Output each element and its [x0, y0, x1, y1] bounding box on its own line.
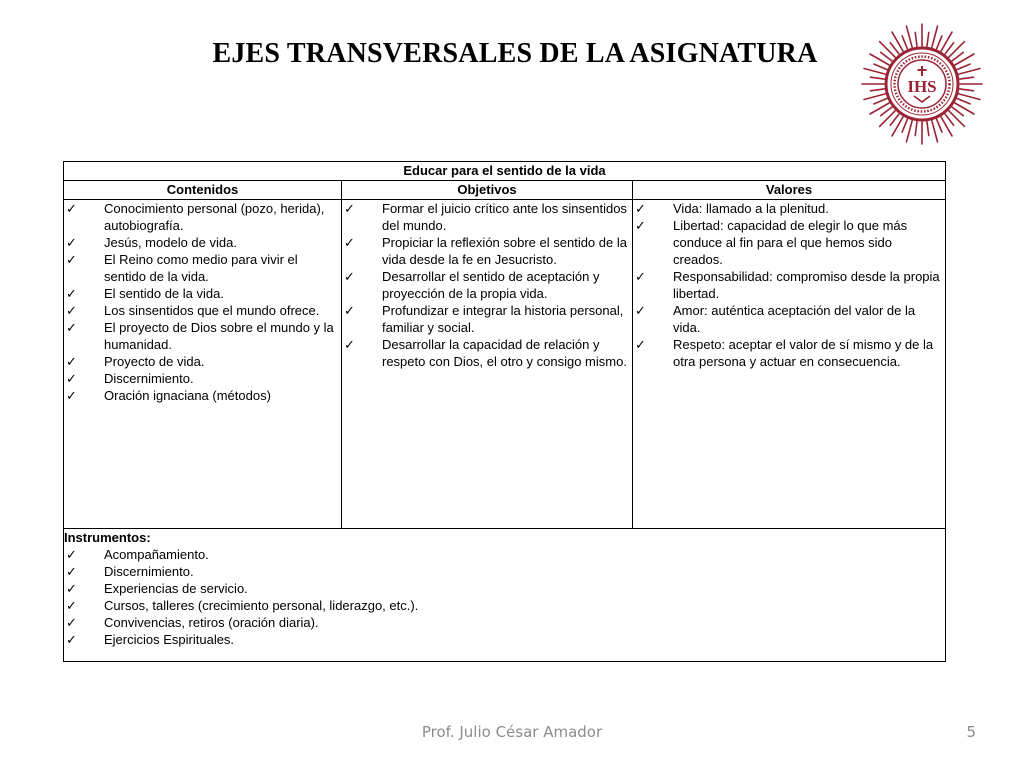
- list-item-text: El proyecto de Dios sobre el mundo y la humanidad.: [104, 320, 334, 352]
- list-item: [633, 200, 945, 217]
- list-item: [64, 597, 945, 614]
- header-valores: Valores: [633, 181, 946, 200]
- list-item: [64, 580, 945, 597]
- list-item: [64, 251, 341, 285]
- objetivos-list: [342, 200, 632, 370]
- list-item-text: Discernimiento.: [104, 564, 194, 579]
- list-item: [64, 234, 341, 251]
- checkmark-icon: ✓: [66, 388, 77, 403]
- list-item: [342, 234, 632, 268]
- list-item-text: El Reino como medio para vivir el sentido de la vida.: [104, 252, 298, 284]
- checkmark-icon: ✓: [344, 201, 355, 216]
- instrumentos-cell: [64, 529, 946, 662]
- checkmark-icon: ✓: [635, 303, 646, 318]
- list-item: [64, 302, 341, 319]
- list-item: [64, 353, 341, 370]
- list-item-text: Jesús, modelo de vida.: [104, 235, 237, 250]
- objetivos-cell: [342, 200, 633, 529]
- list-item: [64, 285, 341, 302]
- list-item: [64, 370, 341, 387]
- ejes-table: [63, 161, 946, 662]
- checkmark-icon: ✓: [344, 269, 355, 284]
- checkmark-icon: ✓: [66, 632, 77, 647]
- valores-cell: [633, 200, 946, 529]
- checkmark-icon: ✓: [66, 598, 77, 613]
- checkmark-icon: ✓: [66, 615, 77, 630]
- list-item: [342, 200, 632, 234]
- checkmark-icon: ✓: [344, 337, 355, 352]
- list-item: [342, 268, 632, 302]
- list-item: [342, 302, 632, 336]
- checkmark-icon: ✓: [66, 201, 77, 216]
- checkmark-icon: ✓: [66, 303, 77, 318]
- list-item: [64, 319, 341, 353]
- list-item: [64, 546, 945, 563]
- list-item: [633, 302, 945, 336]
- list-item: [633, 217, 945, 268]
- checkmark-icon: ✓: [344, 303, 355, 318]
- list-item-text: Experiencias de servicio.: [104, 581, 248, 596]
- valores-list: [633, 200, 945, 370]
- checkmark-icon: ✓: [66, 252, 77, 267]
- list-item: [633, 336, 945, 370]
- checkmark-icon: ✓: [635, 269, 646, 284]
- contenidos-list: [64, 200, 341, 404]
- list-item-text: El sentido de la vida.: [104, 286, 224, 301]
- list-item-text: Acompañamiento.: [104, 547, 209, 562]
- checkmark-icon: ✓: [635, 218, 646, 233]
- list-item-text: Desarrollar el sentido de aceptación y proyección de la propia vida.: [382, 269, 600, 301]
- page-number: 5: [966, 723, 976, 741]
- checkmark-icon: ✓: [66, 286, 77, 301]
- ihs-jesuit-seal-icon: [860, 22, 984, 146]
- list-item-text: Ejercicios Espirituales.: [104, 632, 235, 647]
- list-item-text: Libertad: capacidad de elegir lo que más conduce al fin para el que hemos sido creados.: [673, 218, 908, 267]
- list-item: [633, 268, 945, 302]
- checkmark-icon: ✓: [66, 371, 77, 386]
- list-item-text: Oración ignaciana (métodos): [104, 388, 271, 403]
- list-item-text: Discernimiento.: [104, 371, 194, 386]
- svg-text:IHS: IHS: [907, 77, 937, 96]
- list-item: [342, 336, 632, 370]
- contenidos-cell: [64, 200, 342, 529]
- list-item-text: Formar el juicio crítico ante los sinsentidos del mundo.: [382, 201, 627, 233]
- checkmark-icon: ✓: [66, 547, 77, 562]
- header-objetivos: Objetivos: [342, 181, 633, 200]
- checkmark-icon: ✓: [635, 201, 646, 216]
- checkmark-icon: ✓: [344, 235, 355, 250]
- list-item-text: Los sinsentidos que el mundo ofrece.: [104, 303, 320, 318]
- list-item: [64, 200, 341, 234]
- list-item-text: Vida: llamado a la plenitud.: [673, 201, 829, 216]
- list-item: [64, 631, 945, 648]
- slide-title: EJES TRANSVERSALES DE LA ASIGNATURA: [212, 38, 818, 69]
- list-item-text: Desarrollar la capacidad de relación y respeto con Dios, el otro y consigo mismo.: [382, 337, 627, 369]
- list-item-text: Amor: auténtica aceptación del valor de la vida.: [673, 303, 916, 335]
- list-item: [64, 387, 341, 404]
- checkmark-icon: ✓: [66, 235, 77, 250]
- list-item-text: Conocimiento personal (pozo, herida), autobiografía.: [104, 201, 325, 233]
- list-item-text: Convivencias, retiros (oración diaria).: [104, 615, 319, 630]
- list-item-text: Proyecto de vida.: [104, 354, 205, 369]
- list-item-text: Propiciar la reflexión sobre el sentido de la vida desde la fe en Jesucristo.: [382, 235, 627, 267]
- list-item: [64, 563, 945, 580]
- list-item-text: Profundizar e integrar la historia personal, familiar y social.: [382, 303, 624, 335]
- checkmark-icon: ✓: [66, 354, 77, 369]
- checkmark-icon: ✓: [66, 320, 77, 335]
- footer-author: Prof. Julio César Amador: [421, 723, 603, 741]
- instrumentos-title: Instrumentos:: [64, 530, 151, 545]
- checkmark-icon: ✓: [635, 337, 646, 352]
- header-contenidos: Contenidos: [64, 181, 342, 200]
- checkmark-icon: ✓: [66, 581, 77, 596]
- list-item-text: Responsabilidad: compromiso desde la propia libertad.: [673, 269, 940, 301]
- list-item-text: Respeto: aceptar el valor de sí mismo y de la otra persona y actuar en consecuencia.: [673, 337, 934, 369]
- list-item: [64, 614, 945, 631]
- instrumentos-list: [64, 546, 945, 648]
- table-band-title: Educar para el sentido de la vida: [64, 162, 946, 181]
- list-item-text: Cursos, talleres (crecimiento personal, liderazgo, etc.).: [104, 598, 419, 613]
- checkmark-icon: ✓: [66, 564, 77, 579]
